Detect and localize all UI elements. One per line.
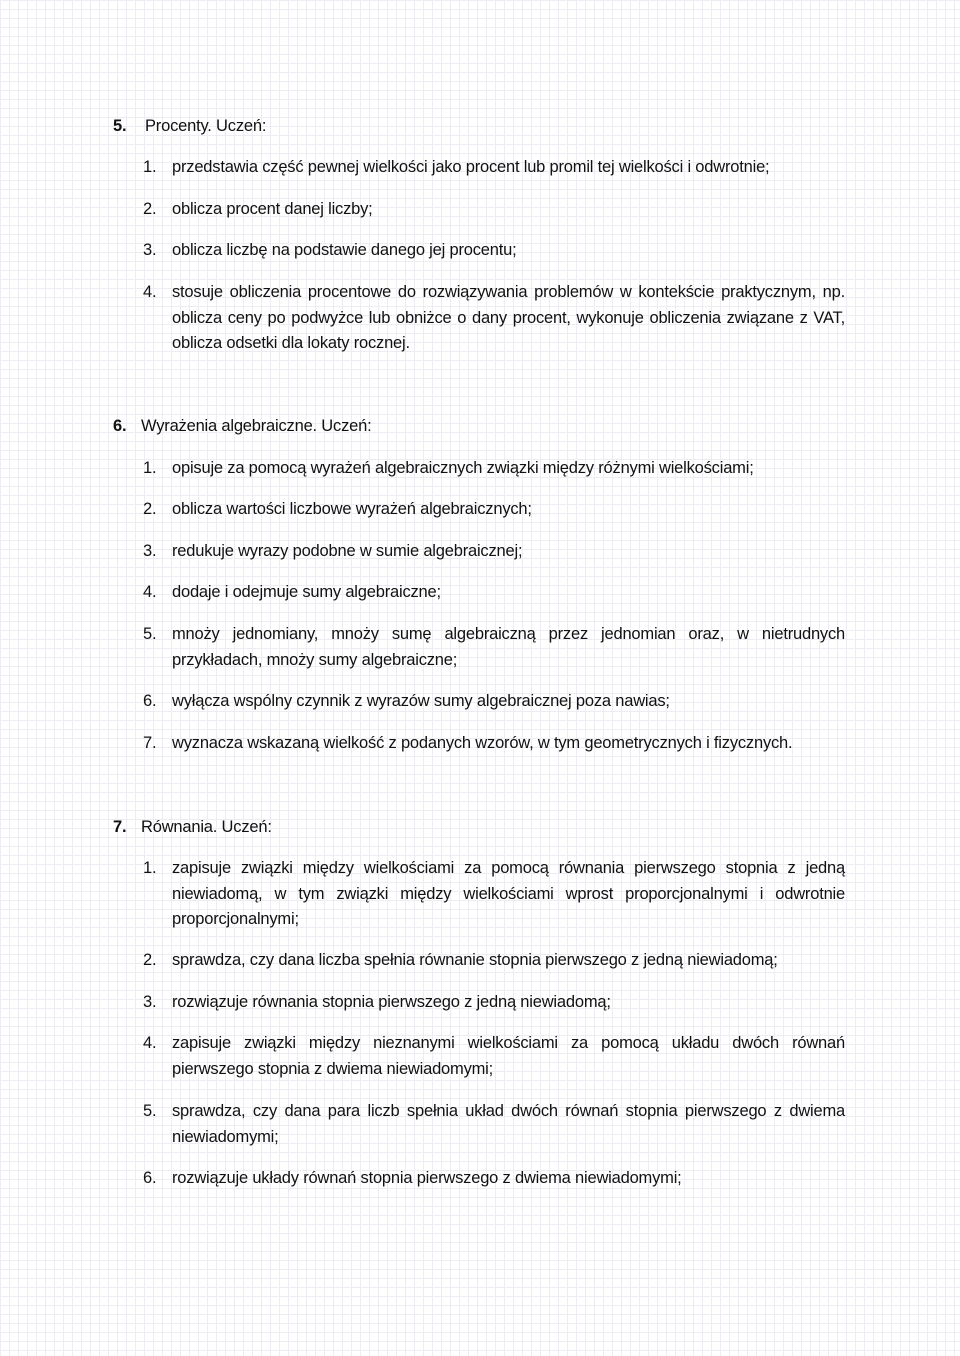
item-text: dodaje i odejmuje sumy algebraiczne;	[172, 583, 441, 601]
item-text: redukuje wyrazy podobne w sumie algebraicznej;	[172, 542, 523, 560]
item-text: rozwiązuje układy równań stopnia pierwszego z dwiema niewiadomymi;	[172, 1169, 682, 1187]
item-number: 1.	[143, 459, 157, 477]
item-number: 3.	[143, 241, 157, 259]
item-number: 4.	[143, 1034, 157, 1052]
list-item	[143, 280, 845, 357]
section-heading-wyrazenia	[113, 416, 371, 436]
item-number: 2.	[143, 951, 157, 969]
list-item	[143, 539, 845, 565]
list-item	[143, 622, 845, 673]
list-item	[143, 497, 845, 523]
section-number: 5.	[113, 117, 127, 135]
section-heading-rownania	[113, 817, 272, 837]
item-text: oblicza procent danej liczby;	[172, 200, 373, 218]
list-item	[143, 456, 845, 482]
section-number: 7.	[113, 818, 127, 836]
list-item	[143, 580, 845, 606]
item-number: 5.	[143, 1102, 157, 1120]
list-item	[143, 689, 845, 715]
item-text: oblicza liczbę na podstawie danego jej procentu;	[172, 241, 517, 259]
item-number: 7.	[143, 734, 157, 752]
list-item	[143, 238, 845, 264]
item-text: zapisuje związki między wielkościami za pomocą równania pierwszego stopnia z jedną niewiadomą, w tym związki między wielkościami wprost proporcjonalnymi i odwrotnie proporcjonalnymi;	[172, 859, 845, 928]
item-text: oblicza wartości liczbowe wyrażeń algebraicznych;	[172, 500, 532, 518]
list-item	[143, 948, 845, 974]
item-number: 6.	[143, 1169, 157, 1187]
item-number: 4.	[143, 583, 157, 601]
list-item	[143, 1166, 845, 1192]
section-title: Równania. Uczeń:	[141, 818, 272, 836]
item-number: 3.	[143, 542, 157, 560]
item-text: wyłącza wspólny czynnik z wyrazów sumy algebraicznej poza nawias;	[172, 692, 670, 710]
item-number: 3.	[143, 993, 157, 1011]
list-item	[143, 155, 845, 181]
item-text: rozwiązuje równania stopnia pierwszego z jedną niewiadomą;	[172, 993, 611, 1011]
list-item	[143, 1031, 845, 1082]
item-number: 1.	[143, 859, 157, 877]
list-item	[143, 197, 845, 223]
list-item	[143, 731, 845, 757]
section-title: Wyrażenia algebraiczne. Uczeń:	[141, 417, 372, 435]
item-number: 6.	[143, 692, 157, 710]
item-number: 2.	[143, 500, 157, 518]
section-number: 6.	[113, 417, 127, 435]
item-number: 5.	[143, 625, 157, 643]
section-heading-procenty	[113, 116, 266, 136]
item-text: zapisuje związki między nieznanymi wielkościami za pomocą układu dwóch równań pierwszego stopnia z dwiema niewiadomymi;	[172, 1034, 845, 1078]
item-number: 4.	[143, 283, 157, 301]
list-item	[143, 990, 845, 1016]
item-text: sprawdza, czy dana liczba spełnia równanie stopnia pierwszego z jedną niewiadomą;	[172, 951, 778, 969]
list-item	[143, 856, 845, 933]
item-text: sprawdza, czy dana para liczb spełnia układ dwóch równań stopnia pierwszego z dwiema niewiadomymi;	[172, 1102, 845, 1146]
item-text: wyznacza wskazaną wielkość z podanych wzorów, w tym geometrycznych i fizycznych.	[172, 734, 793, 752]
section-title: Procenty. Uczeń:	[145, 117, 267, 135]
item-text: stosuje obliczenia procentowe do rozwiązywania problemów w kontekście praktycznym, np. oblicza ceny po podwyżce lub obniżce o dany procent, wykonuje obliczenia związane z VAT, oblicza odsetki dla lokaty rocznej.	[172, 283, 845, 352]
item-text: opisuje za pomocą wyrażeń algebraicznych związki między różnymi wielkościami;	[172, 459, 754, 477]
item-text: mnoży jednomiany, mnoży sumę algebraiczną przez jednomian oraz, w nietrudnych przykładach, mnoży sumy algebraiczne;	[172, 625, 845, 669]
item-text: przedstawia część pewnej wielkości jako procent lub promil tej wielkości i odwrotnie;	[172, 158, 770, 176]
item-number: 2.	[143, 200, 157, 218]
list-item	[143, 1099, 845, 1150]
item-number: 1.	[143, 158, 157, 176]
